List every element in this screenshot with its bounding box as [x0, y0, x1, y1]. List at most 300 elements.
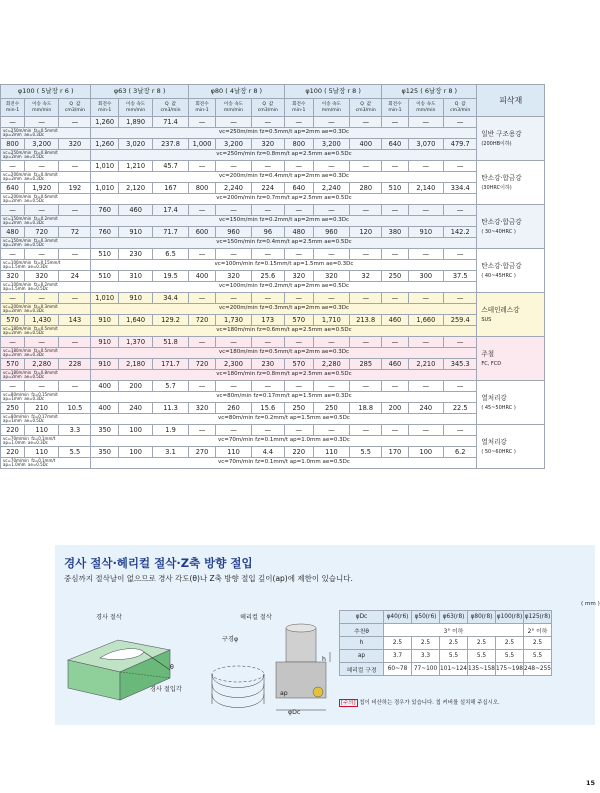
- table-cell: 1,730: [216, 315, 251, 326]
- table-cell: 1,710: [313, 315, 350, 326]
- material-spec: ( 50~60HRC ): [481, 448, 516, 455]
- spec-cell: 5.5: [468, 650, 496, 663]
- caution-text: 칩이 비산하는 경우가 있습니다. 칩 커버를 설치해 주십시오.: [359, 700, 500, 706]
- table-cell: 3,070: [408, 139, 443, 150]
- table-cell: —: [444, 425, 477, 436]
- table-cell: 1.9: [153, 425, 189, 436]
- table-cell: 100: [408, 447, 443, 458]
- table-cell: 110: [216, 447, 251, 458]
- page-number: 15: [586, 779, 596, 787]
- column-subheader: 회전수 min-1: [284, 99, 313, 117]
- table-cell: —: [284, 161, 313, 172]
- table-cell: —: [1, 337, 25, 348]
- condition-note: vc=180m/min fz=0.5mm/t ap=2mm ae=0.3Dc: [1, 348, 91, 359]
- table-cell: 22.5: [444, 403, 477, 414]
- table-row: [1, 238, 545, 249]
- table-cell: 570: [284, 359, 313, 370]
- table-cell: 570: [284, 315, 313, 326]
- table-cell: —: [188, 381, 215, 392]
- table-cell: 3,200: [216, 139, 251, 150]
- material-cell: [477, 205, 545, 249]
- column-subheader: Q 값 cm3/min: [444, 99, 477, 117]
- table-cell: 510: [91, 249, 118, 260]
- table-cell: —: [216, 205, 251, 216]
- spec-cell: 5.5: [440, 650, 468, 663]
- caution-tag: [주의]: [341, 700, 356, 706]
- table-cell: 320: [1, 271, 25, 282]
- table-cell: —: [313, 161, 350, 172]
- material-spec: ( 45~50HRC ): [481, 404, 516, 411]
- table-cell: 380: [382, 227, 408, 238]
- table-cell: 259.4: [444, 315, 477, 326]
- group-header: φ63 ( 3날장 r 8 ): [91, 85, 188, 99]
- section-description: 중심까지 절삭날이 없으므로 경사 각도(θ)나 Z축 방향 절입 깊이(ap)에 제한이 있습니다.: [64, 574, 353, 583]
- table-row: [1, 315, 545, 326]
- spec-cell: 2.5: [440, 637, 468, 650]
- table-row: [1, 436, 545, 447]
- table-cell: 1,890: [118, 117, 152, 128]
- table-cell: —: [350, 117, 382, 128]
- spec-row: [340, 650, 552, 663]
- column-subheader: Q 값 cm3/min: [59, 99, 91, 117]
- condition-row: vc=150m/min fz=0.2mm/t ap=2mm ae=0.3Dc: [91, 216, 477, 227]
- table-cell: 800: [284, 139, 313, 150]
- group-header: φ100 ( 5날장 r 8 ): [284, 85, 381, 99]
- table-row: [1, 150, 545, 161]
- condition-row: vc=100m/min fz=0.2mm/t ap=2mm ae=0.5Dc: [91, 282, 477, 293]
- table-cell: 5.5: [59, 447, 91, 458]
- table-cell: 320: [188, 403, 215, 414]
- condition-note: vc=250m/min fz=0.5mm/t ap=2mm ae=0.3Dc: [1, 128, 91, 139]
- material-cell: [477, 117, 545, 161]
- table-cell: 800: [188, 183, 215, 194]
- table-row: [1, 161, 545, 172]
- table-cell: 17.4: [153, 205, 189, 216]
- table-cell: 285: [350, 359, 382, 370]
- spec-cell: 3.7: [384, 650, 412, 663]
- table-row: [1, 425, 545, 436]
- table-cell: 320: [251, 139, 284, 150]
- spec-row-label: 추천θ: [340, 624, 384, 637]
- table-cell: 910: [91, 315, 118, 326]
- table-cell: 960: [313, 227, 350, 238]
- table-cell: —: [284, 293, 313, 304]
- spec-cell: 3° 이하: [384, 624, 524, 637]
- table-cell: —: [188, 205, 215, 216]
- table-cell: 800: [1, 139, 25, 150]
- table-cell: 320: [313, 271, 350, 282]
- table-cell: 230: [251, 359, 284, 370]
- table-cell: 3,200: [25, 139, 59, 150]
- table-cell: 96: [251, 227, 284, 238]
- table-cell: 910: [118, 293, 152, 304]
- material-header: 피삭재: [477, 85, 545, 117]
- table-row: [1, 205, 545, 216]
- table-cell: —: [188, 293, 215, 304]
- condition-note: vc=150m/min fz=0.3mm/t ap=2mm ae=0.5Dc: [1, 238, 91, 249]
- table-cell: —: [188, 161, 215, 172]
- material-name: 일반 구조용강: [481, 129, 522, 138]
- condition-note: vc=200m/min fz=0.6mm/t ap=2mm ae=0.5Dc: [1, 194, 91, 205]
- table-cell: 2,140: [408, 183, 443, 194]
- table-cell: 220: [1, 447, 25, 458]
- table-cell: —: [216, 161, 251, 172]
- table-cell: —: [408, 161, 443, 172]
- spec-header: φ125(r8): [524, 611, 552, 624]
- ramp-depth-label: 경사 절입각: [150, 686, 182, 693]
- table-cell: 5.7: [153, 381, 189, 392]
- condition-note: vc=100m/min fz=0.2mm/t ap=1.5mm ae=0.5Dc: [1, 282, 91, 293]
- table-cell: —: [1, 249, 25, 260]
- table-cell: 6.2: [444, 447, 477, 458]
- table-cell: 320: [25, 271, 59, 282]
- table-row: [1, 348, 545, 359]
- table-cell: 170: [382, 447, 408, 458]
- table-cell: 510: [382, 183, 408, 194]
- table-cell: —: [382, 161, 408, 172]
- table-cell: —: [408, 293, 443, 304]
- table-cell: 3,020: [118, 139, 152, 150]
- ramp-label: 경사 절삭: [96, 614, 122, 621]
- table-cell: 1,010: [91, 293, 118, 304]
- table-cell: 1,370: [118, 337, 152, 348]
- table-cell: —: [408, 337, 443, 348]
- material-spec: ( 40~45HRC ): [481, 272, 516, 279]
- table-cell: 570: [1, 359, 25, 370]
- spec-cell: 248~255: [524, 663, 552, 676]
- material-spec: SUS: [481, 316, 492, 323]
- table-cell: 2,280: [313, 359, 350, 370]
- material-spec: FC, FCD: [481, 360, 502, 367]
- condition-row: vc=80m/min fz=0.17mm/t ap=1.5mm ae=0.3Dc: [91, 392, 477, 403]
- group-header: φ80 ( 4날장 r 8 ): [188, 85, 284, 99]
- table-cell: 220: [284, 447, 313, 458]
- material-name: 탄소강·합금강: [481, 173, 522, 182]
- table-cell: 640: [284, 183, 313, 194]
- spec-cell: 2.5: [384, 637, 412, 650]
- table-cell: 250: [284, 403, 313, 414]
- table-cell: —: [313, 381, 350, 392]
- table-cell: 1,640: [118, 315, 152, 326]
- cutting-diagram: [60, 622, 340, 722]
- table-cell: 228: [59, 359, 91, 370]
- table-cell: —: [444, 249, 477, 260]
- table-cell: 173: [251, 315, 284, 326]
- spec-cell: 2.5: [524, 637, 552, 650]
- table-cell: 2,300: [216, 359, 251, 370]
- condition-row: vc=100m/min fz=0.15mm/t ap=1.5mm ae=0.3Dc: [91, 260, 477, 271]
- table-cell: 600: [188, 227, 215, 238]
- table-cell: 760: [91, 205, 118, 216]
- table-cell: 250: [313, 403, 350, 414]
- condition-note: vc=200m/min fz=0.3mm/t ap=2mm ae=0.3Dc: [1, 304, 91, 315]
- table-cell: —: [251, 249, 284, 260]
- table-cell: —: [313, 425, 350, 436]
- table-cell: 142.2: [444, 227, 477, 238]
- table-cell: —: [216, 337, 251, 348]
- spec-cell: 5.5: [524, 650, 552, 663]
- table-cell: 3.3: [59, 425, 91, 436]
- table-row: [1, 326, 545, 337]
- column-subheader: 이송 속도 mm/min: [216, 99, 251, 117]
- table-row: [1, 458, 545, 469]
- table-cell: —: [284, 249, 313, 260]
- table-cell: —: [284, 381, 313, 392]
- table-cell: 570: [1, 315, 25, 326]
- table-cell: 400: [91, 403, 118, 414]
- table-cell: —: [25, 337, 59, 348]
- table-cell: 720: [188, 359, 215, 370]
- table-cell: 250: [1, 403, 25, 414]
- table-cell: 2,210: [408, 359, 443, 370]
- table-cell: 192: [59, 183, 91, 194]
- table-cell: —: [408, 117, 443, 128]
- table-cell: —: [408, 205, 443, 216]
- table-cell: —: [408, 425, 443, 436]
- table-cell: —: [408, 381, 443, 392]
- table-cell: 71.7: [153, 227, 189, 238]
- table-cell: 2,120: [118, 183, 152, 194]
- table-cell: 640: [1, 183, 25, 194]
- table-cell: 230: [118, 249, 152, 260]
- table-cell: 460: [382, 359, 408, 370]
- table-cell: 37.5: [444, 271, 477, 282]
- condition-note: vc=100m/min fz=0.15mm/t ap=1.5mm ae=0.3Dc: [1, 260, 91, 271]
- helical-spec-table: [339, 610, 552, 676]
- table-cell: —: [251, 161, 284, 172]
- table-cell: 240: [118, 403, 152, 414]
- table-row: [1, 447, 545, 458]
- table-cell: —: [188, 425, 215, 436]
- material-name: 열처리강: [481, 393, 507, 402]
- spec-cell: 2.5: [468, 637, 496, 650]
- table-cell: 240: [408, 403, 443, 414]
- dc-label: φDc: [288, 709, 301, 716]
- condition-note: vc=70m/min fz=0.1mm/t ap=1.0mm ae=0.3Dc: [1, 436, 91, 447]
- table-cell: —: [251, 293, 284, 304]
- table-cell: 3.1: [153, 447, 189, 458]
- table-cell: —: [251, 205, 284, 216]
- table-cell: —: [284, 205, 313, 216]
- condition-note: vc=150m/min fz=0.2mm/t ap=2mm ae=0.3Dc: [1, 216, 91, 227]
- table-cell: 11.3: [153, 403, 189, 414]
- condition-row: vc=150m/min fz=0.4mm/t ap=2.5mm ae=0.5Dc: [91, 238, 477, 249]
- table-cell: —: [59, 337, 91, 348]
- table-row: [1, 337, 545, 348]
- condition-row: vc=200m/min fz=0.3mm/t ap=2mm ae=0.3Dc: [91, 304, 477, 315]
- table-cell: —: [350, 205, 382, 216]
- table-cell: —: [1, 117, 25, 128]
- table-row: [1, 304, 545, 315]
- table-cell: 310: [118, 271, 152, 282]
- material-spec: (30HRC이하): [481, 184, 512, 191]
- table-cell: 320: [216, 271, 251, 282]
- table-cell: 15.6: [251, 403, 284, 414]
- condition-row: vc=250m/min fz=0.8mm/t ap=2.5mm ae=0.5Dc: [91, 150, 477, 161]
- table-row: [1, 381, 545, 392]
- table-cell: —: [313, 293, 350, 304]
- table-cell: 143: [59, 315, 91, 326]
- table-cell: —: [313, 205, 350, 216]
- table-cell: 1,010: [91, 161, 118, 172]
- condition-note: vc=180m/min fz=0.8mm/t ap=2mm ae=0.5Dc: [1, 370, 91, 381]
- ap-label: ap: [280, 690, 288, 697]
- table-cell: —: [25, 249, 59, 260]
- spec-cell: 101~124: [440, 663, 468, 676]
- spec-cell: 3.3: [412, 650, 440, 663]
- condition-note: vc=70m/min fz=0.1mm/t ap=1.0mm ae=0.5Dc: [1, 458, 91, 469]
- table-cell: 5.5: [350, 447, 382, 458]
- table-cell: 300: [408, 271, 443, 282]
- table-cell: 960: [216, 227, 251, 238]
- table-cell: —: [382, 205, 408, 216]
- table-cell: 237.8: [153, 139, 189, 150]
- table-cell: 640: [382, 139, 408, 150]
- table-cell: 120: [350, 227, 382, 238]
- material-cell: [477, 337, 545, 381]
- condition-row: vc=180m/min fz=0.8mm/t ap=2.5mm ae=0.5Dc: [91, 370, 477, 381]
- column-subheader: Q 값 cm3/min: [251, 99, 284, 117]
- spec-row-label: ap: [340, 650, 384, 663]
- table-cell: 250: [382, 271, 408, 282]
- table-cell: —: [444, 117, 477, 128]
- caution-note: [339, 698, 500, 706]
- table-cell: —: [59, 249, 91, 260]
- theta-label: θ: [170, 664, 174, 671]
- table-cell: 1,000: [188, 139, 215, 150]
- table-cell: —: [284, 425, 313, 436]
- condition-row: vc=80m/min fz=0.2mm/t ap=1.5mm ae=0.5Dc: [91, 414, 477, 425]
- table-cell: 19.5: [153, 271, 189, 282]
- table-row: [1, 183, 545, 194]
- table-cell: 1,210: [118, 161, 152, 172]
- table-row: [1, 194, 545, 205]
- material-name: 스테인레스강: [481, 305, 520, 314]
- table-row: [1, 216, 545, 227]
- table-row: [1, 117, 545, 128]
- table-cell: —: [188, 249, 215, 260]
- table-cell: 224: [251, 183, 284, 194]
- table-cell: 480: [1, 227, 25, 238]
- spec-cell: 77~100: [412, 663, 440, 676]
- spec-header: φ80(r8): [468, 611, 496, 624]
- table-cell: 110: [25, 425, 59, 436]
- table-cell: 210: [25, 403, 59, 414]
- table-cell: 910: [408, 227, 443, 238]
- material-cell: [477, 249, 545, 293]
- material-spec: ( 30~40HRC ): [481, 228, 516, 235]
- table-cell: 18.8: [350, 403, 382, 414]
- table-cell: —: [382, 337, 408, 348]
- table-cell: —: [59, 117, 91, 128]
- table-cell: 2,240: [313, 183, 350, 194]
- table-cell: —: [1, 381, 25, 392]
- spec-header: φ100(r8): [496, 611, 524, 624]
- table-cell: —: [350, 425, 382, 436]
- helix-angle-label: 구경φ: [222, 636, 239, 643]
- condition-row: vc=250m/min fz=0.5mm/t ap=2mm ae=0.3Dc: [91, 128, 477, 139]
- group-header: φ125 ( 6날장 r 8 ): [382, 85, 477, 99]
- condition-row: vc=70m/min fz=0.1mm/t ap=1.0mm ae=0.3Dc: [91, 436, 477, 447]
- material-name: 탄소강·합금강: [481, 261, 522, 270]
- material-spec: (200HB이하): [481, 140, 512, 147]
- table-cell: 260: [216, 403, 251, 414]
- table-cell: 71.4: [153, 117, 189, 128]
- spec-header: φDc: [340, 611, 384, 624]
- table-cell: —: [188, 337, 215, 348]
- column-subheader: 이송 속도 mm/min: [408, 99, 443, 117]
- table-cell: —: [444, 381, 477, 392]
- spec-cell: 5.5: [496, 650, 524, 663]
- table-cell: —: [59, 161, 91, 172]
- table-cell: —: [251, 117, 284, 128]
- spec-row: [340, 624, 552, 637]
- spec-header: φ40(r6): [384, 611, 412, 624]
- table-cell: —: [1, 293, 25, 304]
- column-subheader: 회전수 min-1: [91, 99, 118, 117]
- table-cell: 510: [91, 271, 118, 282]
- condition-row: vc=180m/min fz=0.6mm/t ap=2.5mm ae=0.5Dc: [91, 326, 477, 337]
- table-cell: 200: [382, 403, 408, 414]
- table-cell: —: [313, 337, 350, 348]
- table-cell: —: [251, 337, 284, 348]
- table-cell: 10.5: [59, 403, 91, 414]
- table-cell: —: [59, 381, 91, 392]
- table-cell: —: [284, 337, 313, 348]
- condition-row: vc=70m/min fz=0.1mm/t ap=1.0mm ae=0.5Dc: [91, 458, 477, 469]
- table-cell: 220: [1, 425, 25, 436]
- table-row: [1, 370, 545, 381]
- condition-note: vc=80m/min fz=0.17mm/t ap=1mm ae=0.5Dc: [1, 414, 91, 425]
- table-cell: —: [382, 381, 408, 392]
- table-cell: 1,430: [25, 315, 59, 326]
- table-cell: 4.4: [251, 447, 284, 458]
- table-cell: 1,920: [25, 183, 59, 194]
- table-cell: 45.7: [153, 161, 189, 172]
- spec-row: [340, 637, 552, 650]
- table-row: [1, 392, 545, 403]
- condition-note: vc=180m/min fz=0.5mm/t ap=2mm ae=0.5Dc: [1, 326, 91, 337]
- table-row: [1, 293, 545, 304]
- spec-row-label: h: [340, 637, 384, 650]
- table-row: [1, 260, 545, 271]
- table-cell: 400: [188, 271, 215, 282]
- table-cell: 34.4: [153, 293, 189, 304]
- table-cell: 334.4: [444, 183, 477, 194]
- table-row: [1, 282, 545, 293]
- column-subheader: 회전수 min-1: [1, 99, 25, 117]
- spec-cell: 175~198: [496, 663, 524, 676]
- table-cell: —: [350, 161, 382, 172]
- table-cell: 910: [91, 359, 118, 370]
- table-cell: 3,200: [313, 139, 350, 150]
- table-cell: 6.5: [153, 249, 189, 260]
- table-row: [1, 128, 545, 139]
- condition-note: vc=250m/min fz=0.8mm/t ap=2mm ae=0.5Dc: [1, 150, 91, 161]
- material-cell: [477, 381, 545, 425]
- table-row: [1, 271, 545, 282]
- table-cell: —: [25, 161, 59, 172]
- table-cell: 51.8: [153, 337, 189, 348]
- condition-row: vc=200m/min fz=0.4mm/t ap=2mm ae=0.3Dc: [91, 172, 477, 183]
- section-title: 경사 절삭·헤리컬 절삭·Z축 방향 절입: [64, 556, 253, 570]
- table-cell: —: [382, 425, 408, 436]
- column-subheader: 회전수 min-1: [382, 99, 408, 117]
- cutting-conditions-table: [0, 84, 545, 469]
- table-cell: 1,260: [91, 139, 118, 150]
- column-subheader: Q 값 cm3/min: [153, 99, 189, 117]
- table-cell: 350: [91, 447, 118, 458]
